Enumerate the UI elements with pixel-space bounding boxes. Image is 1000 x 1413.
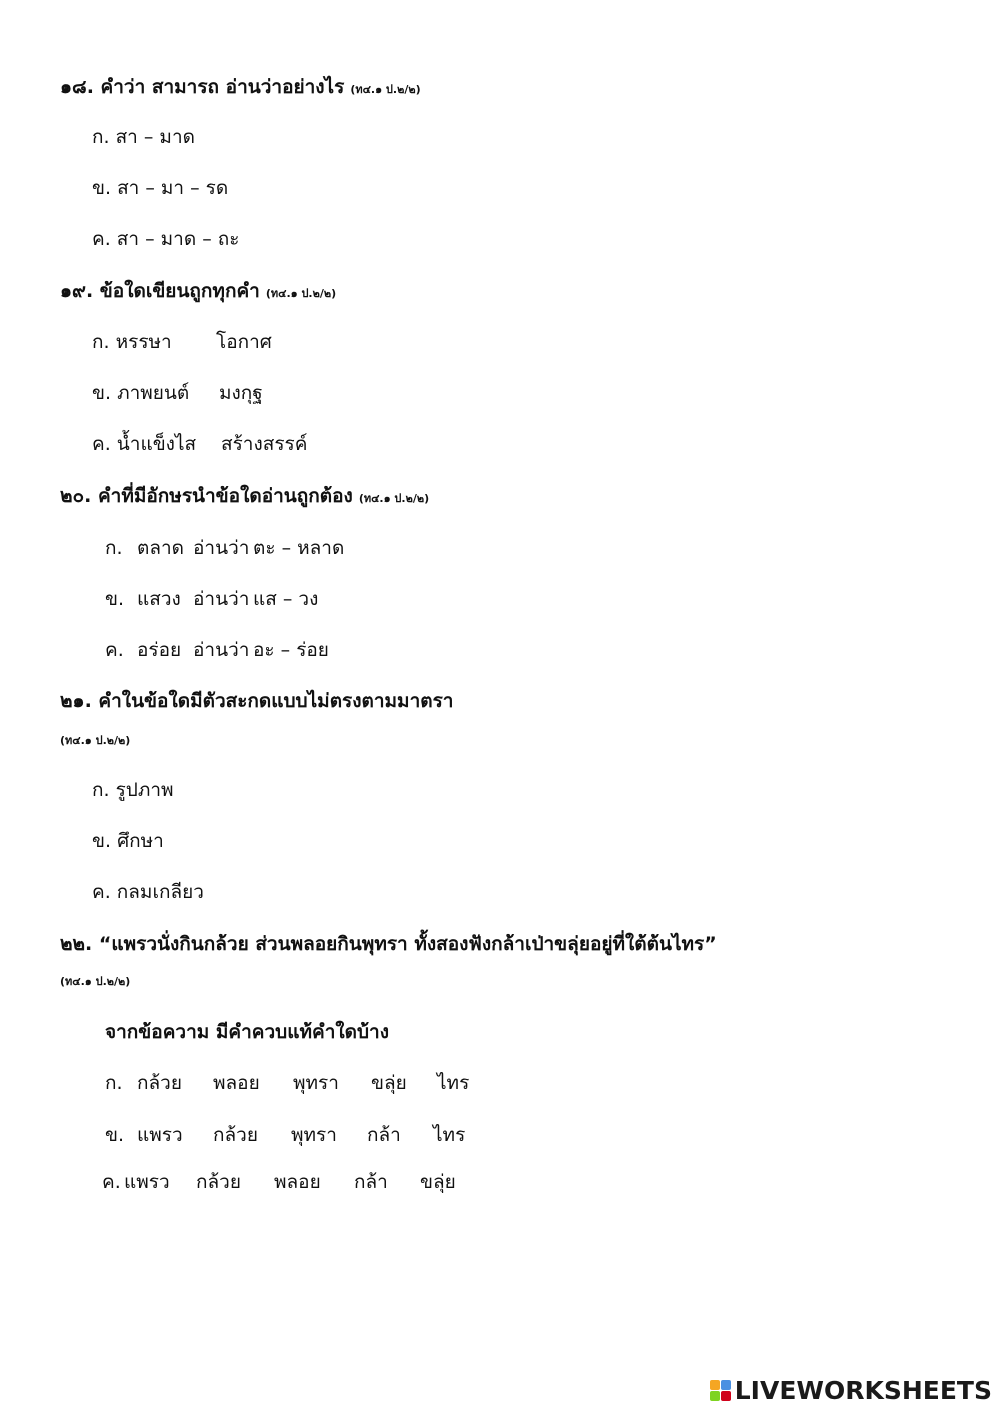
question-19-option-c[interactable] <box>92 429 307 459</box>
option-word: พลอย <box>213 1072 260 1094</box>
question-19-code: (ท๔.๑ ป.๒/๒) <box>265 287 337 300</box>
question-21-title <box>60 686 453 716</box>
question-21-code: (ท๔.๑ ป.๒/๒) <box>60 734 131 747</box>
question-21-option-a[interactable]: ก. รูปภาพ <box>92 779 174 801</box>
question-18-option-c[interactable]: ค. สา – มาด – ถะ <box>92 228 240 250</box>
question-22-title <box>60 929 717 959</box>
question-18-option-a[interactable]: ก. สา – มาด <box>92 126 195 148</box>
option-word: กล้วย <box>137 1072 182 1094</box>
question-22-prompt: จากข้อความ มีคำควบแท้คำใดบ้าง <box>105 1021 390 1043</box>
question-20-text: ๒๐. คำที่มีอักษรนำข้อใดอ่านถูกต้อง <box>60 485 353 507</box>
question-22-code: (ท๔.๑ ป.๒/๒) <box>60 975 131 988</box>
question-20-option-c[interactable] <box>105 635 329 665</box>
option-reading: ตะ – หลาด <box>253 537 345 559</box>
option-reads-as: อ่านว่า <box>193 639 250 661</box>
question-22-option-a[interactable] <box>105 1068 469 1098</box>
question-19-option-b[interactable] <box>92 378 263 408</box>
question-19-text: ๑๙. ข้อใดเขียนถูกทุกคำ <box>60 280 260 302</box>
option-label: ก. <box>105 537 123 559</box>
option-word: โอกาศ <box>216 331 272 353</box>
option-label: ก. <box>105 1072 123 1094</box>
option-word: อร่อย <box>137 639 182 661</box>
option-label: ข. <box>105 588 125 610</box>
question-18-title <box>60 72 421 102</box>
option-word: แพรว <box>124 1171 170 1193</box>
option-word: แสวง <box>137 588 181 610</box>
option-word: กล้วย <box>213 1124 258 1146</box>
option-word: พุทรา <box>291 1124 337 1146</box>
option-word: กล้า <box>367 1124 401 1146</box>
question-21-text: ๒๑. คำในข้อใดมีตัวสะกดแบบไม่ตรงตามมาตรา <box>60 690 454 712</box>
option-word: ไทร <box>433 1124 466 1146</box>
question-18-text: ๑๘. คำว่า สามารถ อ่านว่าอย่างไร <box>60 76 345 98</box>
option-word: กล้วย <box>196 1171 241 1193</box>
option-word: กล้า <box>354 1171 388 1193</box>
question-22-option-c[interactable] <box>102 1167 456 1197</box>
question-20-title <box>60 481 429 511</box>
option-label: ค. น้ำแข็งไส <box>92 433 197 455</box>
option-label: ค. <box>105 639 124 661</box>
option-reading: แส – วง <box>253 588 319 610</box>
option-word: ไทร <box>437 1072 470 1094</box>
option-reads-as: อ่านว่า <box>193 588 250 610</box>
question-19-option-a[interactable] <box>92 327 272 357</box>
question-22-option-b[interactable] <box>105 1120 465 1150</box>
option-reads-as: อ่านว่า <box>193 537 250 559</box>
option-word: ขลุ่ย <box>371 1072 407 1094</box>
question-20-code: (ท๔.๑ ป.๒/๒) <box>358 492 430 505</box>
option-word: พลอย <box>274 1171 321 1193</box>
question-18-option-b[interactable]: ข. สา – มา – รด <box>92 177 229 199</box>
option-word: ขลุ่ย <box>420 1171 456 1193</box>
question-21-option-b[interactable]: ข. ศึกษา <box>92 830 164 852</box>
option-reading: อะ – ร่อย <box>253 639 329 661</box>
liveworksheets-logo <box>710 1376 992 1405</box>
liveworksheets-logo-icon <box>710 1380 731 1401</box>
option-label: ก. หรรษา <box>92 331 172 353</box>
question-20-option-b[interactable] <box>105 584 318 614</box>
option-word: ตลาด <box>137 537 184 559</box>
option-word: พุทรา <box>293 1072 339 1094</box>
question-20-option-a[interactable] <box>105 533 344 563</box>
option-label: ค. <box>102 1171 121 1193</box>
option-word: สร้างสรรค์ <box>221 433 308 455</box>
question-21-option-c[interactable]: ค. กลมเกลียว <box>92 881 204 903</box>
option-label: ข. <box>105 1124 125 1146</box>
option-word: มงกุฐ <box>219 382 263 404</box>
question-22-text: ๒๒. “แพรวนั่งกินกล้วย ส่วนพลอยกินพุทรา ทั้งสองฟังกล้าเป่าขลุ่ยอยู่ที่ใต้ต้นไทร” <box>60 933 717 955</box>
option-word: แพรว <box>137 1124 183 1146</box>
liveworksheets-brand-text: LIVEWORKSHEETS <box>734 1376 992 1405</box>
question-18-code: (ท๔.๑ ป.๒/๒) <box>350 83 421 96</box>
question-19-title <box>60 276 336 306</box>
option-label: ข. ภาพยนต์ <box>92 382 190 404</box>
